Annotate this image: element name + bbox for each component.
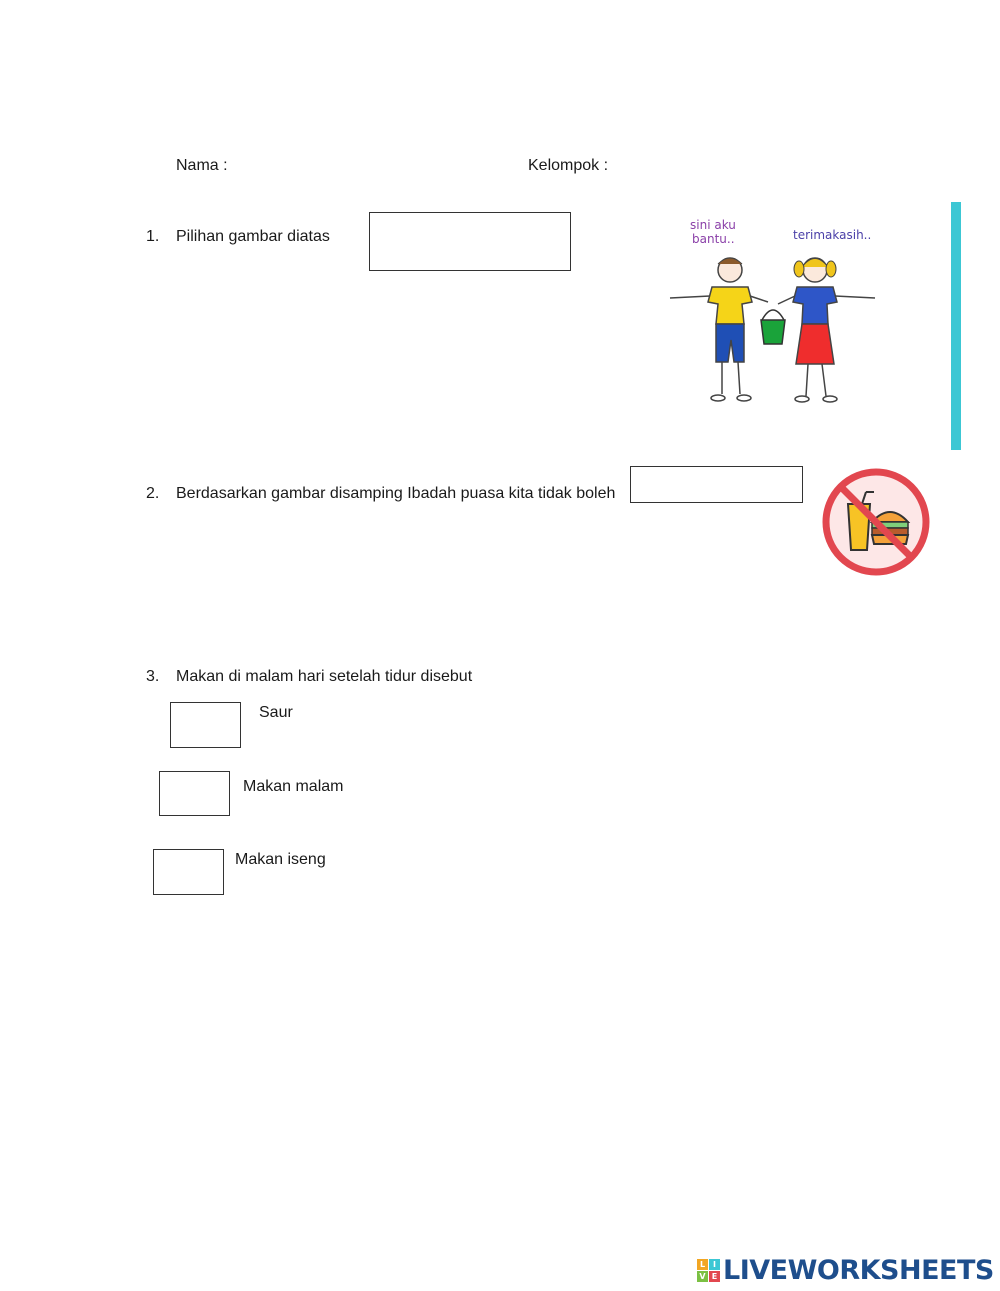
- group-label: Kelompok :: [528, 157, 609, 174]
- girl-caption: terimakasih..: [793, 228, 872, 242]
- accent-bar: [951, 202, 961, 450]
- liveworksheets-logo: [697, 1254, 994, 1286]
- question-2-text: Berdasarkan gambar disamping Ibadah puasa kita tidak boleh: [176, 485, 616, 502]
- answer-box-1[interactable]: [369, 212, 571, 271]
- question-2-number: 2.: [146, 485, 160, 502]
- girl-figure: [778, 258, 875, 402]
- option-checkbox-saur[interactable]: [170, 702, 241, 748]
- bucket-icon: [761, 310, 785, 344]
- name-label: Nama :: [176, 157, 228, 174]
- option-label-saur: Saur: [259, 704, 293, 721]
- boy-caption-line1: sini aku: [690, 218, 736, 232]
- question-1-number: 1.: [146, 228, 160, 245]
- option-label-makan-iseng: Makan iseng: [235, 851, 326, 868]
- boy-caption-line2: bantu..: [692, 232, 735, 246]
- option-label-makan-malam: Makan malam: [243, 778, 344, 795]
- question-3-text: Makan di malam hari setelah tidur disebut: [176, 668, 473, 685]
- answer-box-2[interactable]: [630, 466, 803, 503]
- question-3-number: 3.: [146, 668, 160, 685]
- option-checkbox-makan-iseng[interactable]: [153, 849, 224, 895]
- logo-text: LIVEWORKSHEETS: [723, 1254, 994, 1286]
- boy-figure: [670, 258, 768, 401]
- question-1-text: Pilihan gambar diatas: [176, 228, 330, 245]
- no-eating-icon: [820, 466, 932, 578]
- option-checkbox-makan-malam[interactable]: [159, 771, 230, 816]
- kids-helping-illustration: [660, 212, 890, 412]
- logo-blocks-icon: L I V E: [697, 1259, 720, 1282]
